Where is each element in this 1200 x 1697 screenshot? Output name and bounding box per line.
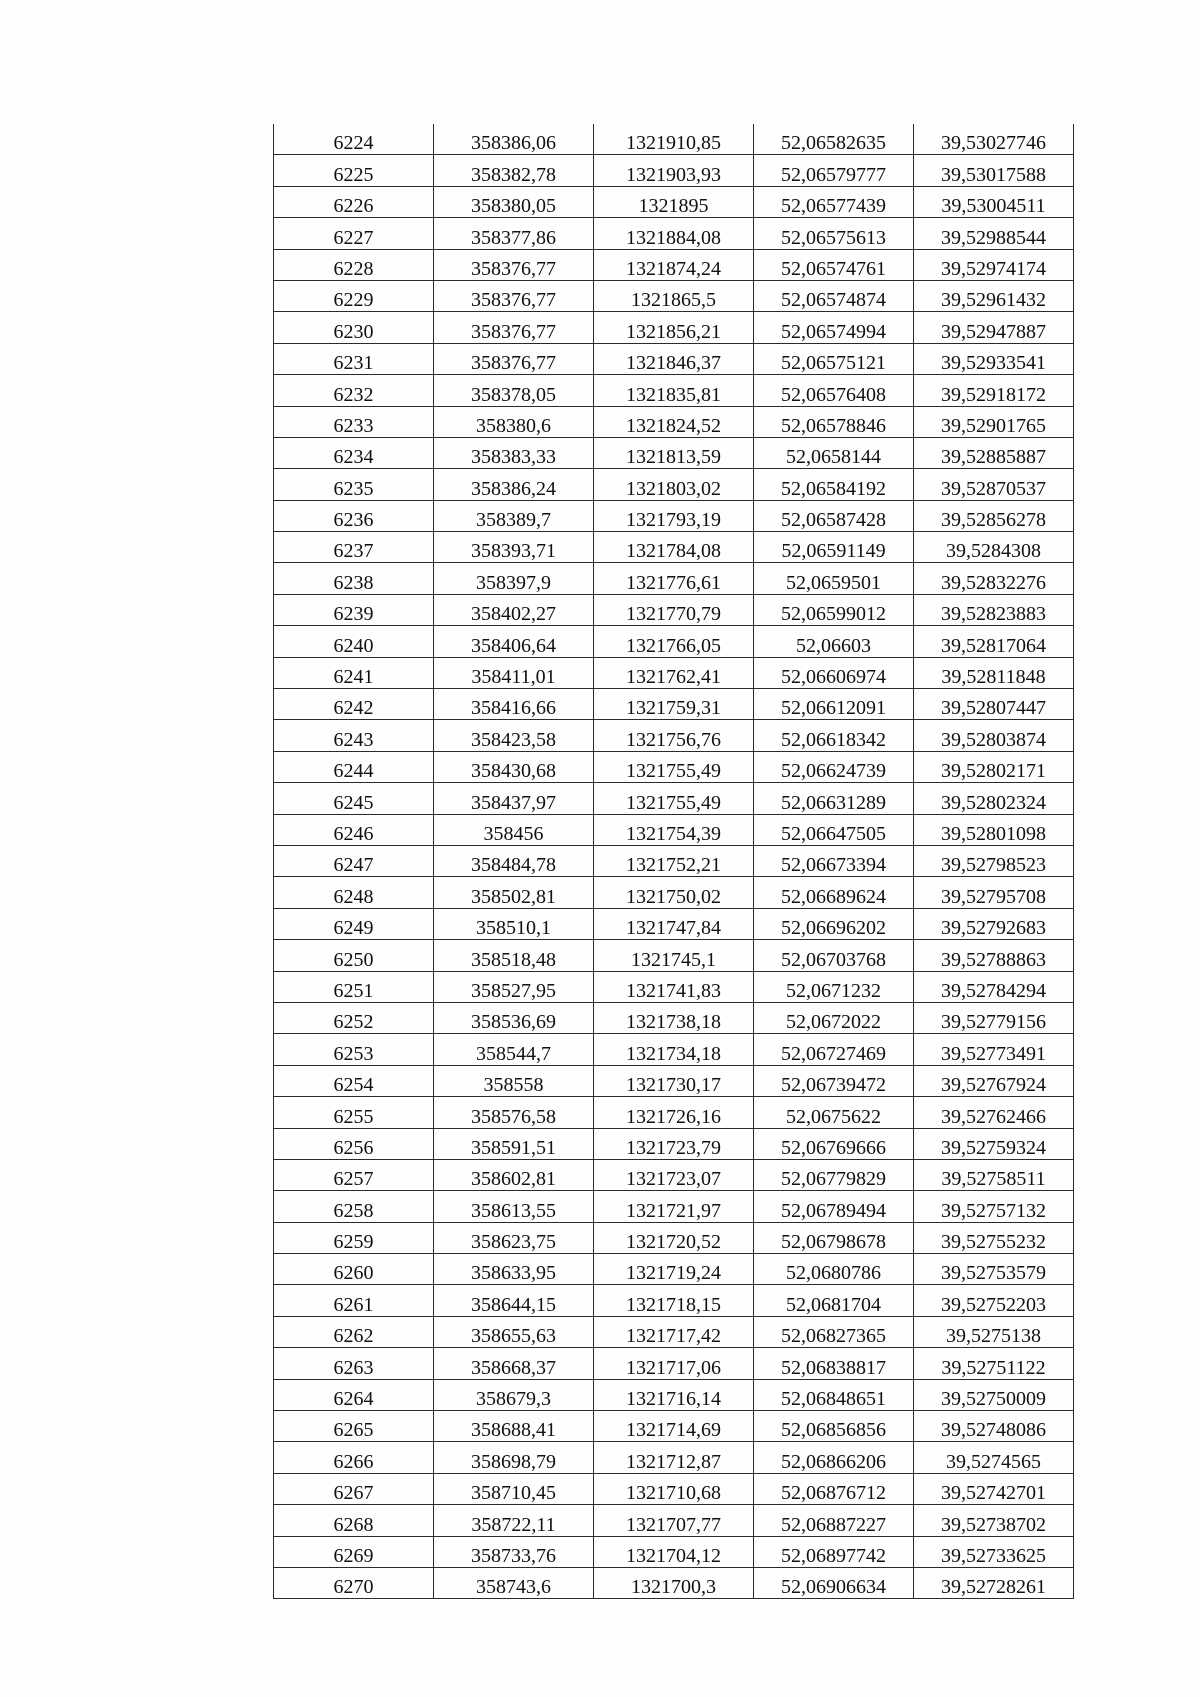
- y-coordinate-cell: 1321720,52: [594, 1222, 754, 1253]
- longitude-cell: 39,52728261: [914, 1567, 1074, 1598]
- table-row: [274, 186, 1074, 217]
- latitude-cell: 52,06789494: [754, 1191, 914, 1222]
- y-coordinate-cell: 1321718,15: [594, 1285, 754, 1316]
- point-number-cell: 6246: [274, 814, 434, 845]
- x-coordinate-cell: 358576,58: [434, 1097, 594, 1128]
- latitude-cell: 52,06631289: [754, 783, 914, 814]
- latitude-cell: 52,06727469: [754, 1034, 914, 1065]
- table-row: [274, 1411, 1074, 1442]
- point-number-cell: 6241: [274, 657, 434, 688]
- latitude-cell: 52,06578846: [754, 406, 914, 437]
- latitude-cell: 52,06866206: [754, 1442, 914, 1473]
- longitude-cell: 39,52755232: [914, 1222, 1074, 1253]
- x-coordinate-cell: 358411,01: [434, 657, 594, 688]
- point-number-cell: 6248: [274, 877, 434, 908]
- x-coordinate-cell: 358710,45: [434, 1473, 594, 1504]
- latitude-cell: 52,06584192: [754, 469, 914, 500]
- x-coordinate-cell: 358397,9: [434, 563, 594, 594]
- table-row: [274, 1348, 1074, 1379]
- longitude-cell: 39,52748086: [914, 1411, 1074, 1442]
- point-number-cell: 6261: [274, 1285, 434, 1316]
- y-coordinate-cell: 1321884,08: [594, 218, 754, 249]
- y-coordinate-cell: 1321726,16: [594, 1097, 754, 1128]
- point-number-cell: 6252: [274, 1002, 434, 1033]
- longitude-cell: 39,52795708: [914, 877, 1074, 908]
- table-row: [274, 1442, 1074, 1473]
- y-coordinate-cell: 1321716,14: [594, 1379, 754, 1410]
- latitude-cell: 52,06587428: [754, 500, 914, 531]
- table-row: [274, 971, 1074, 1002]
- point-number-cell: 6240: [274, 626, 434, 657]
- x-coordinate-cell: 358633,95: [434, 1254, 594, 1285]
- latitude-cell: 52,06838817: [754, 1348, 914, 1379]
- y-coordinate-cell: 1321721,97: [594, 1191, 754, 1222]
- table-row: [274, 940, 1074, 971]
- x-coordinate-cell: 358376,77: [434, 312, 594, 343]
- longitude-cell: 39,52947887: [914, 312, 1074, 343]
- point-number-cell: 6235: [274, 469, 434, 500]
- table-row: [274, 1097, 1074, 1128]
- x-coordinate-cell: 358623,75: [434, 1222, 594, 1253]
- x-coordinate-cell: 358591,51: [434, 1128, 594, 1159]
- y-coordinate-cell: 1321776,61: [594, 563, 754, 594]
- longitude-cell: 39,53004511: [914, 186, 1074, 217]
- latitude-cell: 52,06876712: [754, 1473, 914, 1504]
- point-number-cell: 6264: [274, 1379, 434, 1410]
- table-row: [274, 249, 1074, 280]
- x-coordinate-cell: 358382,78: [434, 155, 594, 186]
- y-coordinate-cell: 1321741,83: [594, 971, 754, 1002]
- table-row: [274, 469, 1074, 500]
- point-number-cell: 6231: [274, 343, 434, 374]
- longitude-cell: 39,5275138: [914, 1316, 1074, 1347]
- coordinates-table: [273, 124, 1074, 1599]
- table-row: [274, 1034, 1074, 1065]
- x-coordinate-cell: 358376,77: [434, 343, 594, 374]
- longitude-cell: 39,5274565: [914, 1442, 1074, 1473]
- longitude-cell: 39,52767924: [914, 1065, 1074, 1096]
- table-row: [274, 1254, 1074, 1285]
- y-coordinate-cell: 1321717,06: [594, 1348, 754, 1379]
- latitude-cell: 52,06575121: [754, 343, 914, 374]
- y-coordinate-cell: 1321717,42: [594, 1316, 754, 1347]
- x-coordinate-cell: 358510,1: [434, 908, 594, 939]
- y-coordinate-cell: 1321756,76: [594, 720, 754, 751]
- x-coordinate-cell: 358423,58: [434, 720, 594, 751]
- y-coordinate-cell: 1321707,77: [594, 1505, 754, 1536]
- x-coordinate-cell: 358518,48: [434, 940, 594, 971]
- table-row: [274, 218, 1074, 249]
- point-number-cell: 6260: [274, 1254, 434, 1285]
- x-coordinate-cell: 358644,15: [434, 1285, 594, 1316]
- y-coordinate-cell: 1321730,17: [594, 1065, 754, 1096]
- x-coordinate-cell: 358698,79: [434, 1442, 594, 1473]
- longitude-cell: 39,52742701: [914, 1473, 1074, 1504]
- latitude-cell: 52,06647505: [754, 814, 914, 845]
- latitude-cell: 52,06856856: [754, 1411, 914, 1442]
- y-coordinate-cell: 1321723,79: [594, 1128, 754, 1159]
- longitude-cell: 39,52918172: [914, 375, 1074, 406]
- longitude-cell: 39,52750009: [914, 1379, 1074, 1410]
- latitude-cell: 52,06574874: [754, 280, 914, 311]
- table-row: [274, 280, 1074, 311]
- longitude-cell: 39,52974174: [914, 249, 1074, 280]
- y-coordinate-cell: 1321903,93: [594, 155, 754, 186]
- latitude-cell: 52,06798678: [754, 1222, 914, 1253]
- point-number-cell: 6244: [274, 751, 434, 782]
- y-coordinate-cell: 1321750,02: [594, 877, 754, 908]
- point-number-cell: 6250: [274, 940, 434, 971]
- table-row: [274, 155, 1074, 186]
- y-coordinate-cell: 1321835,81: [594, 375, 754, 406]
- longitude-cell: 39,52807447: [914, 689, 1074, 720]
- y-coordinate-cell: 1321784,08: [594, 532, 754, 563]
- point-number-cell: 6229: [274, 280, 434, 311]
- y-coordinate-cell: 1321874,24: [594, 249, 754, 280]
- longitude-cell: 39,52885887: [914, 437, 1074, 468]
- latitude-cell: 52,0659501: [754, 563, 914, 594]
- x-coordinate-cell: 358383,33: [434, 437, 594, 468]
- y-coordinate-cell: 1321719,24: [594, 1254, 754, 1285]
- longitude-cell: 39,52823883: [914, 594, 1074, 625]
- longitude-cell: 39,52773491: [914, 1034, 1074, 1065]
- point-number-cell: 6230: [274, 312, 434, 343]
- point-number-cell: 6242: [274, 689, 434, 720]
- coordinates-table-body: [274, 124, 1074, 1599]
- y-coordinate-cell: 1321759,31: [594, 689, 754, 720]
- point-number-cell: 6251: [274, 971, 434, 1002]
- longitude-cell: 39,5284308: [914, 532, 1074, 563]
- table-row: [274, 845, 1074, 876]
- longitude-cell: 39,52758511: [914, 1159, 1074, 1190]
- longitude-cell: 39,52759324: [914, 1128, 1074, 1159]
- x-coordinate-cell: 358416,66: [434, 689, 594, 720]
- latitude-cell: 52,06906634: [754, 1567, 914, 1598]
- table-row: [274, 1536, 1074, 1567]
- latitude-cell: 52,06606974: [754, 657, 914, 688]
- point-number-cell: 6268: [274, 1505, 434, 1536]
- point-number-cell: 6265: [274, 1411, 434, 1442]
- x-coordinate-cell: 358613,55: [434, 1191, 594, 1222]
- x-coordinate-cell: 358743,6: [434, 1567, 594, 1598]
- table-row: [274, 1191, 1074, 1222]
- table-row: [274, 594, 1074, 625]
- x-coordinate-cell: 358376,77: [434, 280, 594, 311]
- longitude-cell: 39,52802171: [914, 751, 1074, 782]
- latitude-cell: 52,0680786: [754, 1254, 914, 1285]
- point-number-cell: 6236: [274, 500, 434, 531]
- latitude-cell: 52,06574994: [754, 312, 914, 343]
- y-coordinate-cell: 1321712,87: [594, 1442, 754, 1473]
- point-number-cell: 6239: [274, 594, 434, 625]
- table-row: [274, 343, 1074, 374]
- x-coordinate-cell: 358655,63: [434, 1316, 594, 1347]
- point-number-cell: 6226: [274, 186, 434, 217]
- longitude-cell: 39,53017588: [914, 155, 1074, 186]
- latitude-cell: 52,06887227: [754, 1505, 914, 1536]
- y-coordinate-cell: 1321714,69: [594, 1411, 754, 1442]
- x-coordinate-cell: 358484,78: [434, 845, 594, 876]
- table-row: [274, 689, 1074, 720]
- latitude-cell: 52,06673394: [754, 845, 914, 876]
- point-number-cell: 6228: [274, 249, 434, 280]
- x-coordinate-cell: 358722,11: [434, 1505, 594, 1536]
- point-number-cell: 6269: [274, 1536, 434, 1567]
- table-row: [274, 500, 1074, 531]
- longitude-cell: 39,52802324: [914, 783, 1074, 814]
- y-coordinate-cell: 1321754,39: [594, 814, 754, 845]
- x-coordinate-cell: 358536,69: [434, 1002, 594, 1033]
- y-coordinate-cell: 1321755,49: [594, 783, 754, 814]
- latitude-cell: 52,0675622: [754, 1097, 914, 1128]
- y-coordinate-cell: 1321762,41: [594, 657, 754, 688]
- table-row: [274, 1567, 1074, 1598]
- table-row: [274, 406, 1074, 437]
- y-coordinate-cell: 1321803,02: [594, 469, 754, 500]
- latitude-cell: 52,0658144: [754, 437, 914, 468]
- table-row: [274, 720, 1074, 751]
- table-row: [274, 783, 1074, 814]
- table-row: [274, 908, 1074, 939]
- x-coordinate-cell: 358389,7: [434, 500, 594, 531]
- table-row: [274, 751, 1074, 782]
- x-coordinate-cell: 358544,7: [434, 1034, 594, 1065]
- point-number-cell: 6232: [274, 375, 434, 406]
- latitude-cell: 52,0672022: [754, 1002, 914, 1033]
- x-coordinate-cell: 358393,71: [434, 532, 594, 563]
- latitude-cell: 52,06577439: [754, 186, 914, 217]
- table-row: [274, 1379, 1074, 1410]
- y-coordinate-cell: 1321766,05: [594, 626, 754, 657]
- latitude-cell: 52,06897742: [754, 1536, 914, 1567]
- y-coordinate-cell: 1321710,68: [594, 1473, 754, 1504]
- table-row: [274, 1316, 1074, 1347]
- point-number-cell: 6245: [274, 783, 434, 814]
- latitude-cell: 52,06769666: [754, 1128, 914, 1159]
- x-coordinate-cell: 358406,64: [434, 626, 594, 657]
- latitude-cell: 52,0681704: [754, 1285, 914, 1316]
- y-coordinate-cell: 1321734,18: [594, 1034, 754, 1065]
- y-coordinate-cell: 1321770,79: [594, 594, 754, 625]
- longitude-cell: 39,52832276: [914, 563, 1074, 594]
- point-number-cell: 6254: [274, 1065, 434, 1096]
- longitude-cell: 39,52733625: [914, 1536, 1074, 1567]
- latitude-cell: 52,06827365: [754, 1316, 914, 1347]
- longitude-cell: 39,53027746: [914, 124, 1074, 155]
- table-row: [274, 1128, 1074, 1159]
- longitude-cell: 39,52988544: [914, 218, 1074, 249]
- point-number-cell: 6249: [274, 908, 434, 939]
- latitude-cell: 52,06603: [754, 626, 914, 657]
- y-coordinate-cell: 1321856,21: [594, 312, 754, 343]
- longitude-cell: 39,52803874: [914, 720, 1074, 751]
- longitude-cell: 39,52798523: [914, 845, 1074, 876]
- y-coordinate-cell: 1321865,5: [594, 280, 754, 311]
- latitude-cell: 52,06696202: [754, 908, 914, 939]
- x-coordinate-cell: 358668,37: [434, 1348, 594, 1379]
- point-number-cell: 6266: [274, 1442, 434, 1473]
- table-row: [274, 312, 1074, 343]
- x-coordinate-cell: 358386,24: [434, 469, 594, 500]
- x-coordinate-cell: 358386,06: [434, 124, 594, 155]
- x-coordinate-cell: 358527,95: [434, 971, 594, 1002]
- x-coordinate-cell: 358380,05: [434, 186, 594, 217]
- point-number-cell: 6224: [274, 124, 434, 155]
- point-number-cell: 6256: [274, 1128, 434, 1159]
- table-row: [274, 124, 1074, 155]
- latitude-cell: 52,06579777: [754, 155, 914, 186]
- longitude-cell: 39,52801098: [914, 814, 1074, 845]
- longitude-cell: 39,52753579: [914, 1254, 1074, 1285]
- point-number-cell: 6238: [274, 563, 434, 594]
- y-coordinate-cell: 1321745,1: [594, 940, 754, 971]
- longitude-cell: 39,52762466: [914, 1097, 1074, 1128]
- table-row: [274, 657, 1074, 688]
- x-coordinate-cell: 358437,97: [434, 783, 594, 814]
- latitude-cell: 52,06624739: [754, 751, 914, 782]
- longitude-cell: 39,52856278: [914, 500, 1074, 531]
- latitude-cell: 52,06574761: [754, 249, 914, 280]
- x-coordinate-cell: 358502,81: [434, 877, 594, 908]
- longitude-cell: 39,52751122: [914, 1348, 1074, 1379]
- y-coordinate-cell: 1321747,84: [594, 908, 754, 939]
- longitude-cell: 39,52961432: [914, 280, 1074, 311]
- table-row: [274, 375, 1074, 406]
- x-coordinate-cell: 358377,86: [434, 218, 594, 249]
- point-number-cell: 6237: [274, 532, 434, 563]
- point-number-cell: 6267: [274, 1473, 434, 1504]
- y-coordinate-cell: 1321700,3: [594, 1567, 754, 1598]
- latitude-cell: 52,06779829: [754, 1159, 914, 1190]
- y-coordinate-cell: 1321752,21: [594, 845, 754, 876]
- x-coordinate-cell: 358688,41: [434, 1411, 594, 1442]
- x-coordinate-cell: 358376,77: [434, 249, 594, 280]
- x-coordinate-cell: 358733,76: [434, 1536, 594, 1567]
- table-row: [274, 1002, 1074, 1033]
- longitude-cell: 39,52784294: [914, 971, 1074, 1002]
- y-coordinate-cell: 1321910,85: [594, 124, 754, 155]
- x-coordinate-cell: 358602,81: [434, 1159, 594, 1190]
- x-coordinate-cell: 358679,3: [434, 1379, 594, 1410]
- point-number-cell: 6243: [274, 720, 434, 751]
- table-row: [274, 1285, 1074, 1316]
- x-coordinate-cell: 358558: [434, 1065, 594, 1096]
- latitude-cell: 52,06591149: [754, 532, 914, 563]
- longitude-cell: 39,52870537: [914, 469, 1074, 500]
- point-number-cell: 6233: [274, 406, 434, 437]
- point-number-cell: 6262: [274, 1316, 434, 1347]
- latitude-cell: 52,06575613: [754, 218, 914, 249]
- point-number-cell: 6263: [274, 1348, 434, 1379]
- longitude-cell: 39,52788863: [914, 940, 1074, 971]
- longitude-cell: 39,52752203: [914, 1285, 1074, 1316]
- x-coordinate-cell: 358402,27: [434, 594, 594, 625]
- latitude-cell: 52,06612091: [754, 689, 914, 720]
- latitude-cell: 52,06689624: [754, 877, 914, 908]
- table-row: [274, 1505, 1074, 1536]
- y-coordinate-cell: 1321755,49: [594, 751, 754, 782]
- y-coordinate-cell: 1321738,18: [594, 1002, 754, 1033]
- table-row: [274, 1065, 1074, 1096]
- latitude-cell: 52,06618342: [754, 720, 914, 751]
- table-row: [274, 1222, 1074, 1253]
- longitude-cell: 39,52811848: [914, 657, 1074, 688]
- latitude-cell: 52,06739472: [754, 1065, 914, 1096]
- table-row: [274, 626, 1074, 657]
- point-number-cell: 6225: [274, 155, 434, 186]
- point-number-cell: 6270: [274, 1567, 434, 1598]
- latitude-cell: 52,06599012: [754, 594, 914, 625]
- x-coordinate-cell: 358378,05: [434, 375, 594, 406]
- point-number-cell: 6257: [274, 1159, 434, 1190]
- x-coordinate-cell: 358430,68: [434, 751, 594, 782]
- longitude-cell: 39,52933541: [914, 343, 1074, 374]
- table-row: [274, 532, 1074, 563]
- longitude-cell: 39,52817064: [914, 626, 1074, 657]
- y-coordinate-cell: 1321846,37: [594, 343, 754, 374]
- x-coordinate-cell: 358456: [434, 814, 594, 845]
- longitude-cell: 39,52792683: [914, 908, 1074, 939]
- point-number-cell: 6253: [274, 1034, 434, 1065]
- y-coordinate-cell: 1321704,12: [594, 1536, 754, 1567]
- point-number-cell: 6258: [274, 1191, 434, 1222]
- point-number-cell: 6227: [274, 218, 434, 249]
- y-coordinate-cell: 1321895: [594, 186, 754, 217]
- latitude-cell: 52,06582635: [754, 124, 914, 155]
- point-number-cell: 6247: [274, 845, 434, 876]
- y-coordinate-cell: 1321793,19: [594, 500, 754, 531]
- y-coordinate-cell: 1321813,59: [594, 437, 754, 468]
- y-coordinate-cell: 1321723,07: [594, 1159, 754, 1190]
- latitude-cell: 52,0671232: [754, 971, 914, 1002]
- table-row: [274, 563, 1074, 594]
- point-number-cell: 6259: [274, 1222, 434, 1253]
- longitude-cell: 39,52757132: [914, 1191, 1074, 1222]
- point-number-cell: 6234: [274, 437, 434, 468]
- latitude-cell: 52,06848651: [754, 1379, 914, 1410]
- table-row: [274, 877, 1074, 908]
- table-row: [274, 814, 1074, 845]
- latitude-cell: 52,06703768: [754, 940, 914, 971]
- longitude-cell: 39,52901765: [914, 406, 1074, 437]
- table-row: [274, 437, 1074, 468]
- y-coordinate-cell: 1321824,52: [594, 406, 754, 437]
- longitude-cell: 39,52738702: [914, 1505, 1074, 1536]
- table-row: [274, 1159, 1074, 1190]
- x-coordinate-cell: 358380,6: [434, 406, 594, 437]
- table-row: [274, 1473, 1074, 1504]
- latitude-cell: 52,06576408: [754, 375, 914, 406]
- longitude-cell: 39,52779156: [914, 1002, 1074, 1033]
- point-number-cell: 6255: [274, 1097, 434, 1128]
